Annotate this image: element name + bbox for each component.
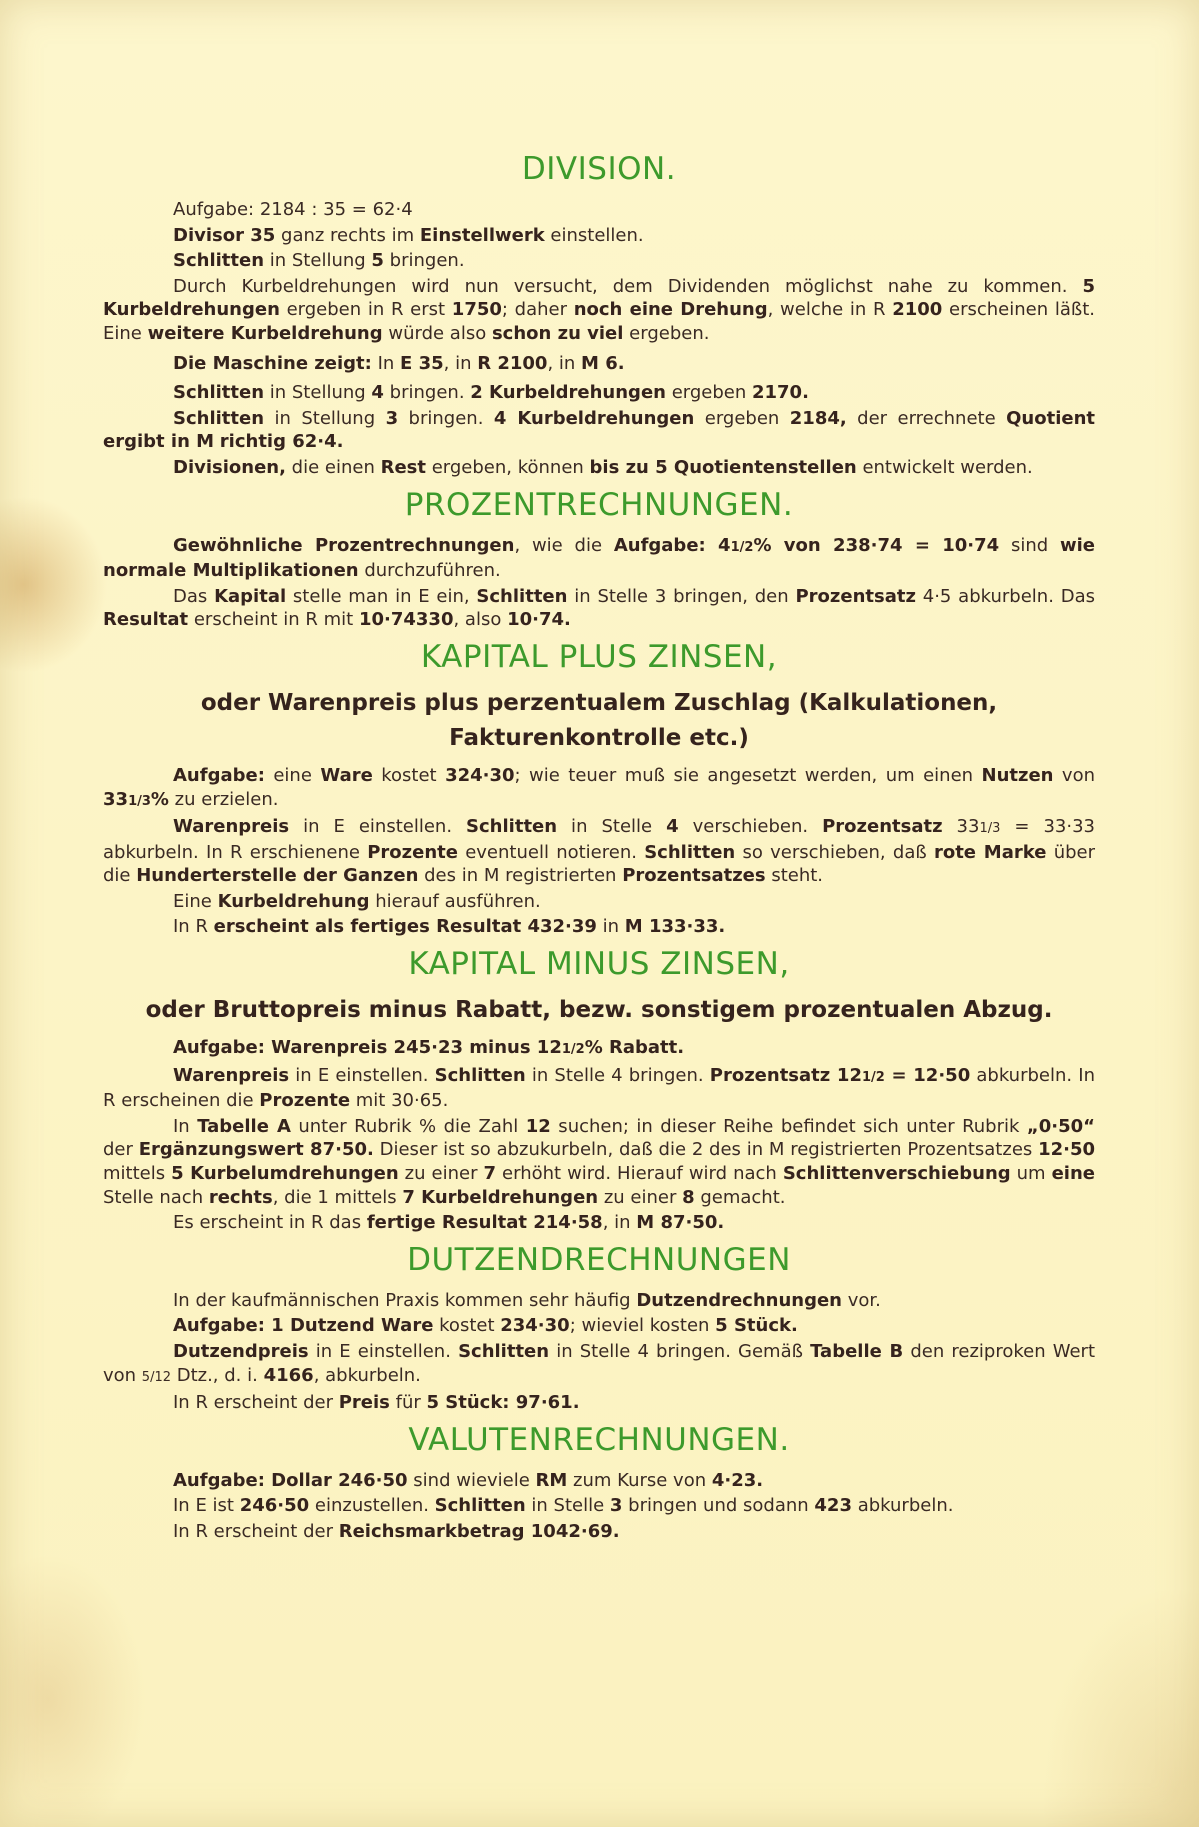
text-bold: 8	[682, 1186, 695, 1208]
fraction: 1/2	[730, 539, 754, 555]
text: ergeben.	[623, 322, 710, 344]
text: kostet	[433, 1315, 501, 1337]
text: In	[371, 352, 401, 374]
text: , in	[602, 1212, 637, 1234]
text-bold: Kurbeldrehung	[217, 890, 370, 912]
text-bold: Aufgabe:	[173, 764, 265, 786]
kapital-minus-p4	[103, 1211, 1095, 1235]
text-bold: Prozentsatz	[822, 816, 943, 838]
division-stellung-3	[103, 407, 1095, 454]
fraction: 1/3	[128, 793, 151, 809]
text: in Stelle	[525, 1495, 610, 1517]
text: über die	[103, 841, 1095, 887]
text: so verschieben, daß	[735, 841, 934, 863]
text: Dieser ist so abzukurbeln, daß die 2 des in M registrierten Prozentsatzes	[373, 1139, 1039, 1161]
text-bold: Hunderterstelle der Ganzen	[136, 865, 419, 887]
subtitle-line: oder Warenpreis plus perzentualem Zuschlag (Kalkulationen,	[200, 689, 998, 716]
text: in Stellung	[264, 250, 372, 272]
text: In	[173, 1115, 198, 1137]
division-stellung-4	[103, 381, 1095, 405]
text-bold: Rest	[380, 456, 426, 478]
text: ergeben, können	[425, 456, 590, 478]
kapital-plus-p4	[103, 915, 1095, 939]
text-bold: Nutzen	[981, 764, 1054, 786]
text: eine	[264, 764, 321, 786]
text-bold: 324·30	[445, 764, 515, 786]
text-bold: Einstellwerk	[419, 224, 545, 246]
text: in E einstellen.	[308, 1341, 459, 1362]
text: ergeben	[665, 382, 752, 404]
text: bringen und sodann	[622, 1495, 815, 1517]
text-bold: noch eine Drehung	[573, 299, 768, 321]
text: ; wieviel kosten	[569, 1315, 716, 1337]
text-bold: Prozentsatz 12	[709, 1064, 862, 1086]
text: , welche in R	[767, 299, 893, 321]
text-bold: Ware	[320, 764, 373, 786]
text-bold: Warenpreis	[173, 816, 290, 838]
text: mit 30·65.	[350, 1090, 449, 1112]
text-bold: „0·50“	[1026, 1115, 1095, 1137]
division-maschine	[103, 352, 1095, 376]
text-bold: 2170.	[751, 382, 809, 404]
text: unter Rubrik % die Zahl	[290, 1115, 526, 1137]
text: gemacht.	[694, 1186, 786, 1208]
text-bold: erscheint als fertiges Resultat 432·39	[213, 916, 597, 938]
text: hierauf ausführen.	[369, 890, 541, 912]
text: zu einer	[598, 1186, 683, 1208]
text: zu erzielen.	[168, 788, 279, 810]
text: in Stellung	[264, 407, 386, 429]
text: ; wie teuer muß sie angesetzt werden, um einen	[514, 764, 982, 786]
text: , die 1 mittels	[272, 1186, 403, 1208]
text-bold: RM	[535, 1469, 568, 1491]
text-bold: Schlitten	[173, 250, 265, 272]
text-bold: Schlitten	[466, 816, 558, 838]
text-bold: Resultat	[103, 609, 189, 631]
fraction: 1/3	[979, 821, 1001, 837]
text: suchen; in dieser Reihe befindet sich unter Rubrik	[550, 1115, 1027, 1137]
text: sind wieviele	[407, 1469, 536, 1491]
text: um	[1010, 1163, 1052, 1185]
text: sind	[999, 534, 1060, 556]
text-bold: 33	[103, 788, 129, 810]
text-bold: eine	[1051, 1163, 1095, 1185]
text-bold: bis zu 5 Quotientenstellen	[589, 456, 857, 478]
text-bold: 4166	[263, 1364, 314, 1386]
text-bold: Divisionen,	[173, 456, 286, 478]
text: bringen.	[383, 382, 471, 404]
dutzend-p3	[103, 1340, 1095, 1389]
text: von	[1053, 764, 1095, 786]
text-bold: Reichsmarkbetrag 1042·69.	[338, 1520, 620, 1542]
task-value: 2184 : 35 = 62·4	[259, 199, 413, 220]
text-bold: Prozentsatzes	[622, 865, 766, 887]
text: der	[103, 1139, 139, 1161]
text: zum Kurse von	[567, 1469, 712, 1491]
text-bold: Aufgabe: Warenpreis 245·23 minus 12	[173, 1037, 562, 1059]
text-bold: %	[150, 788, 169, 810]
text: in Stellung	[264, 382, 372, 404]
text-bold: 246·50	[239, 1495, 310, 1517]
text: in E einstellen.	[289, 1064, 435, 1086]
text-bold: Kapital	[214, 585, 287, 607]
text-bold: richtig 62·4.	[219, 431, 344, 453]
text: in Stelle 3 bringen, den	[567, 585, 796, 607]
text: , wie die	[514, 534, 614, 556]
text-bold: Divisor 35	[173, 224, 276, 246]
text-bold: 423	[814, 1495, 852, 1517]
prozent-heading: PROZENTRECHNUNGEN.	[404, 486, 794, 523]
text: In E ist	[173, 1495, 240, 1517]
text: erhöht wird. Hierauf wird nach	[496, 1163, 783, 1185]
text: durchzuführen.	[358, 560, 501, 582]
kapital-minus-p1	[103, 1036, 1095, 1062]
text-bold: 4·23.	[711, 1469, 764, 1491]
text-bold: M 133·33.	[624, 916, 726, 938]
text-bold: Prozente	[259, 1090, 351, 1112]
text: der errechnete	[846, 407, 1007, 429]
text-bold: Quotient ergibt in M	[103, 407, 1095, 453]
text: die einen	[285, 456, 381, 478]
fraction: 5/12	[141, 1369, 171, 1385]
text-bold: weitere Kurbeldrehung	[147, 322, 383, 344]
text-bold: Schlitten	[644, 841, 736, 863]
text-bold: 12·50	[1038, 1139, 1095, 1161]
text-bold: rote Marke	[933, 841, 1047, 863]
fraction: 1/2	[861, 1069, 885, 1085]
text: des in M registrierten	[418, 865, 623, 887]
text-bold: Die Maschine zeigt:	[173, 352, 372, 374]
valuten-heading: VALUTENRECHNUNGEN.	[408, 1421, 790, 1458]
text-bold: Schlitten	[173, 407, 265, 429]
text: eventuell notieren.	[457, 841, 645, 863]
text: einstellen.	[544, 224, 644, 246]
text: kostet	[372, 764, 446, 786]
text-bold: 3	[609, 1495, 623, 1517]
text-bold: 2100	[892, 299, 943, 321]
text-bold: Tabelle A	[197, 1115, 291, 1137]
text: bringen.	[383, 250, 465, 272]
text: In R erscheint der	[173, 1520, 339, 1542]
text-bold: E 35	[400, 352, 444, 374]
kapital-plus-p1	[103, 764, 1095, 813]
text-bold: schon zu viel	[491, 322, 624, 344]
text-bold: Preis	[338, 1392, 390, 1414]
text: ergeben in R erst	[279, 299, 452, 321]
text-bold: Schlittenverschiebung	[782, 1163, 1011, 1185]
division-task	[103, 198, 1095, 222]
text-bold: 7	[483, 1163, 497, 1185]
text-bold: fertige Resultat 214·58	[366, 1212, 603, 1234]
text: in Stelle 4 bringen.	[525, 1064, 710, 1086]
text: , also	[453, 609, 508, 631]
text-bold: Aufgabe: 4	[613, 534, 731, 556]
valuten-p2	[103, 1494, 1095, 1518]
text-bold: Aufgabe: Dollar 246·50	[173, 1469, 408, 1491]
text-bold: 10·74330	[358, 609, 454, 631]
text: zu einer	[398, 1163, 484, 1185]
division-divisor	[103, 224, 1095, 248]
text: den reziproken Wert von	[103, 1341, 1096, 1386]
text: in	[596, 916, 625, 938]
task-label: Aufgabe:	[173, 199, 255, 220]
division-rest	[103, 456, 1095, 480]
dutzend-p4	[103, 1391, 1095, 1415]
text-bold: Tabelle B	[810, 1341, 904, 1362]
text: abkurbeln. In R erscheinen die	[103, 1064, 1095, 1112]
kapital-minus-p3	[103, 1115, 1095, 1209]
text-bold: wie normale Multiplikationen	[103, 534, 1096, 582]
text-bold: Schlitten	[434, 1495, 526, 1517]
text: verschieben.	[678, 816, 823, 838]
text: erscheinen läßt. Eine	[103, 299, 1095, 344]
text: vor.	[842, 1289, 881, 1311]
text-bold: 5 Kurbeldrehungen	[103, 275, 1095, 321]
text-bold: Warenpreis	[173, 1064, 290, 1086]
division-heading: DIVISION.	[521, 151, 677, 187]
text-bold: Schlitten	[434, 1064, 526, 1086]
kapital-plus-p3	[103, 890, 1095, 914]
text: Es erscheint in R das	[173, 1212, 367, 1234]
text-bold: Schlitten	[173, 382, 265, 404]
text-bold: Prozente	[367, 841, 458, 863]
text-bold: 4	[371, 382, 384, 404]
kapital-plus-heading: KAPITAL PLUS ZINSEN,	[420, 638, 778, 675]
kapital-plus-subtitle	[103, 686, 1095, 756]
kapital-minus-subtitle: oder Bruttopreis minus Rabatt, bezw. sonstigem prozentualen Abzug.	[145, 997, 1053, 1024]
text-bold: % Rabatt.	[584, 1037, 685, 1059]
text-bold: 5 Stück: 97·61.	[426, 1392, 580, 1414]
text-bold: 2184,	[789, 407, 847, 429]
text-bold: % von 238·74 = 10·74	[753, 534, 1000, 556]
text: 4·5 abkurbeln. Das	[915, 585, 1095, 607]
text: einzustellen.	[309, 1495, 435, 1517]
text-bold: 4 Kurbeldrehungen	[493, 407, 695, 429]
text: ganz rechts im	[275, 224, 420, 246]
text-bold: Gewöhnliche Prozentrechnungen	[173, 534, 515, 556]
text-bold: 10·74.	[507, 609, 571, 631]
text-bold: 234·30	[500, 1315, 570, 1337]
kapital-plus-p2	[103, 815, 1095, 888]
text-bold: Schlitten	[476, 585, 568, 607]
valuten-p3	[103, 1520, 1095, 1544]
text-bold: Ergänzungswert 87·50.	[138, 1139, 374, 1161]
text: , abkurbeln.	[313, 1364, 421, 1386]
text-bold: Prozentsatz	[795, 585, 916, 607]
text-bold: 7 Kurbeldrehungen	[402, 1186, 599, 1208]
text: in Stelle	[557, 816, 667, 838]
document-body	[103, 150, 1095, 1546]
text: in E einstellen.	[289, 816, 467, 838]
text: In R erscheint der	[173, 1392, 339, 1414]
text: in Stelle 4 bringen. Gemäß	[549, 1341, 811, 1362]
text-bold: R 2100	[477, 352, 548, 374]
text-bold: rechts	[208, 1186, 273, 1208]
kapital-minus-heading: KAPITAL MINUS ZINSEN,	[408, 946, 790, 983]
text: ; daher	[501, 299, 574, 321]
dutzend-p1	[103, 1289, 1095, 1313]
text: 33	[942, 816, 980, 838]
text: Dtz., d. i.	[171, 1364, 264, 1386]
text-bold: = 12·50	[884, 1064, 971, 1086]
kapital-minus-p2	[103, 1064, 1095, 1113]
text-bold: Aufgabe: 1 Dutzend Ware	[173, 1315, 434, 1337]
text-bold: M 87·50.	[636, 1212, 725, 1234]
text: = 33·33 abkurbeln. In R erschienene	[103, 816, 1095, 863]
text: bringen.	[398, 407, 494, 429]
text: mittels	[103, 1163, 172, 1185]
division-schlitten	[103, 249, 1095, 273]
text: Stelle nach	[103, 1186, 209, 1208]
text: In der kaufmännischen Praxis kommen sehr häufig	[173, 1289, 637, 1311]
subtitle-line: Fakturenkontrolle etc.)	[449, 724, 749, 751]
text: abkurbeln.	[851, 1495, 954, 1517]
text: ergeben	[694, 407, 790, 429]
text-bold: 3	[385, 407, 399, 429]
fraction: 1/2	[561, 1042, 585, 1058]
text-bold: 5	[371, 250, 384, 272]
division-kurbel	[103, 275, 1095, 346]
text: In R	[173, 916, 214, 938]
text: würde also	[382, 322, 492, 344]
text-bold: Schlitten	[458, 1341, 550, 1362]
text: Durch Kurbeldrehungen wird nun versucht, dem Dividenden möglichst nahe zu kommen.	[173, 275, 1083, 297]
text-bold: Dutzendpreis	[173, 1341, 309, 1362]
text-bold: Dutzendrechnungen	[636, 1289, 842, 1311]
text: für	[389, 1392, 427, 1414]
text-bold: 1750	[451, 299, 502, 321]
text-bold: 5 Stück.	[715, 1315, 798, 1337]
prozent-p2	[103, 585, 1095, 632]
text-bold: 2 Kurbeldrehungen	[470, 382, 666, 404]
text: stelle man in E ein,	[286, 585, 477, 607]
text: Das	[173, 585, 215, 607]
prozent-p1	[103, 534, 1095, 583]
text: , in	[443, 352, 478, 374]
text-bold: 5 Kurbelumdrehungen	[171, 1163, 399, 1185]
text-bold: 4	[666, 816, 679, 838]
text: erscheint in R mit	[188, 609, 359, 631]
dutzend-heading: DUTZENDRECHNUNGEN	[407, 1241, 791, 1278]
valuten-p1	[103, 1469, 1095, 1493]
text-bold: M 6.	[581, 352, 625, 374]
text: entwickelt werden.	[856, 456, 1033, 478]
text: , in	[547, 352, 582, 374]
text: Eine	[173, 890, 218, 912]
dutzend-p2	[103, 1314, 1095, 1338]
text-bold: 12	[525, 1115, 551, 1137]
text: steht.	[765, 865, 824, 887]
